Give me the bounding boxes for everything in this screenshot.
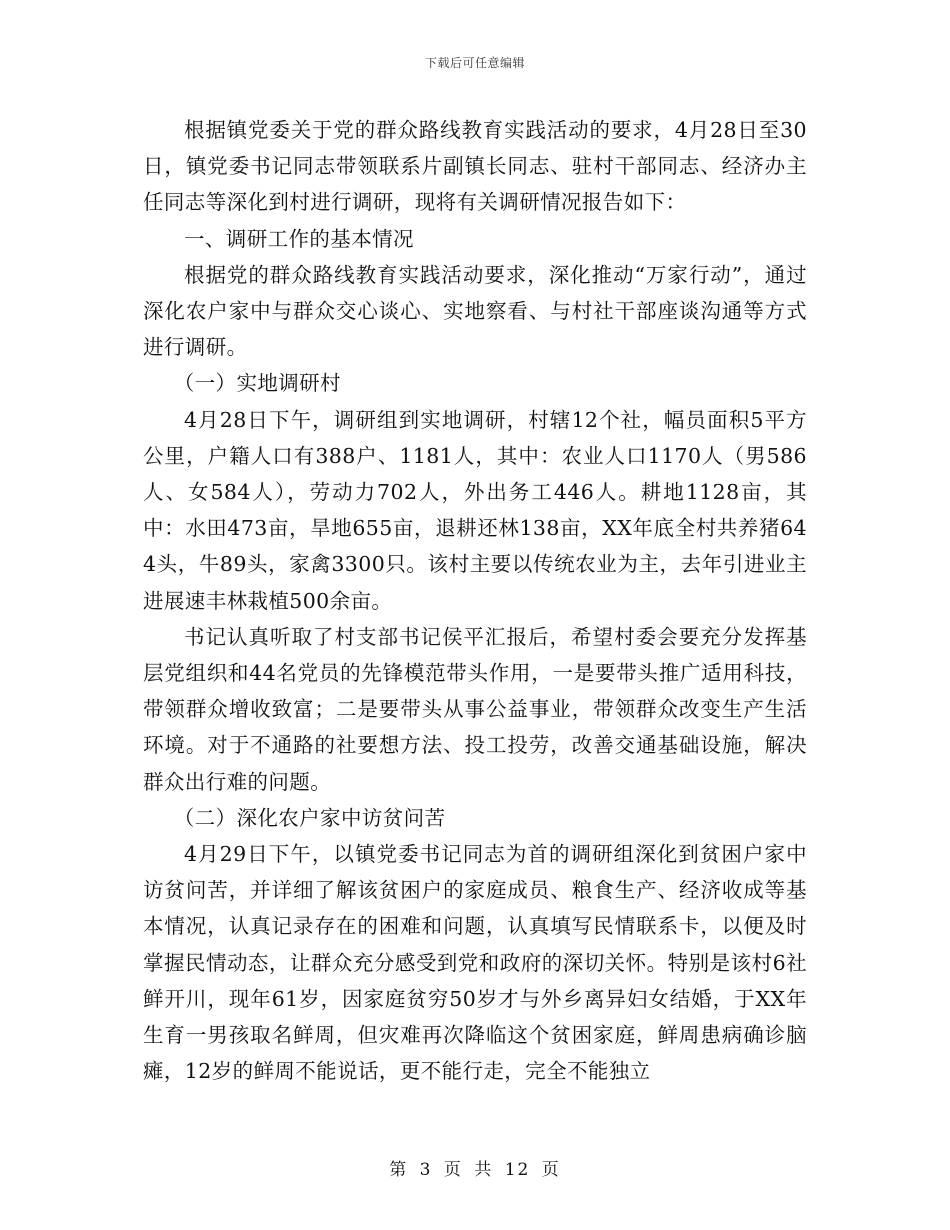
section-heading-1: 一、调研工作的基本情况 (184, 226, 414, 251)
subsection-1-paragraph-1: 4月28日下午，调研组到实地调研，村辖12个社，幅员面积5平方公里，户籍人口有388户、1181人，其中：农业人口1170人（男586人、女584人），劳动力702人，外出务工446人。耕地1128亩，其中：水田473亩，旱地655亩，退耕还林138亩，XX年底全村共养猪644头，牛89头，家禽3300只。该村主要以传统农业为主，去年引进业主进展速丰林栽植500余亩。 (143, 407, 807, 613)
subsection-1-paragraph-2: 书记认真听取了村支部书记侯平汇报后，希望村委会要充分发挥基层党组织和44名党员的先锋模范带头作用，一是要带头推广适用科技，带领群众增收致富；二是要带头从事公益事业，带领群众改变生产生活环境。对于不通路的社要想方法、投工投劳，改善交通基础设施，解决群众出行难的问题。 (143, 624, 807, 794)
subsection-2-paragraph-1: 4月29日下午，以镇党委书记同志为首的调研组深化到贫困户家中访贫问苦，并详细了解该贫困户的家庭成员、粮食生产、经济收成等基本情况，认真记录存在的困难和问题，认真填写民情联系卡，以便及时掌握民情动态，让群众充分感受到党和政府的深切关怀。特别是该村6社鲜开川，现年61岁，因家庭贫穷50岁才与外乡离异妇女结婚，于XX年生育一男孩取名鲜周，但灾难再次降临这个贫困家庭，鲜周患病确诊脑瘫，12岁的鲜周不能说话，更不能行走，完全不能独立 (143, 842, 807, 1084)
page-header: 下载后可任意编辑 (424, 56, 525, 70)
document-body (143, 112, 807, 1089)
subsection-heading-2: （二）深化农户家中访贫问苦 (173, 805, 446, 830)
intro-paragraph: 根据镇党委关于党的群众路线教育实践活动的要求，4月28日至30日，镇党委书记同志带领联系片副镇长同志、驻村干部同志、经济办主任同志等深化到村进行调研，现将有关调研情况报告如下： (143, 118, 807, 215)
section-1-paragraph: 根据党的群众路线教育实践活动要求，深化推动“万家行动”，通过深化农户家中与群众交心谈心、实地察看、与村社干部座谈沟通等方式进行调研。 (143, 262, 807, 360)
page-number: 第 3 页 共 12 页 (389, 1160, 561, 1180)
subsection-heading-1: （一）实地调研村 (173, 371, 341, 396)
